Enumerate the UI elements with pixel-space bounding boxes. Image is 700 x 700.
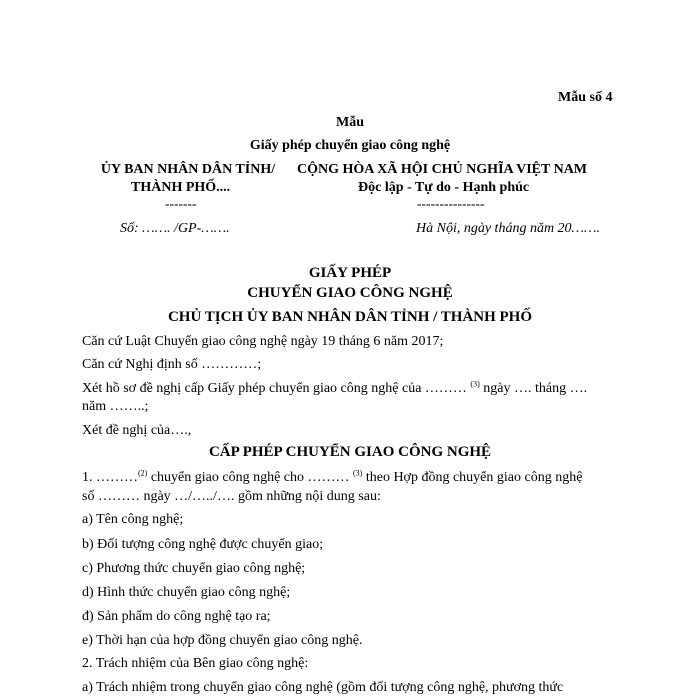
agency-line2: THÀNH PHỐ.... xyxy=(131,180,231,195)
footnote-3b: (3) xyxy=(353,468,363,478)
document-number: Số: ……. /GP-……. xyxy=(120,221,230,236)
doc-title-line3: CHỦ TỊCH ỦY BAN NHÂN DÂN TỈNH / THÀNH PHỐ xyxy=(167,309,533,325)
item-e: e) Thời hạn của hợp đồng chuyển giao công nghệ. xyxy=(82,633,363,648)
preamble-dossier xyxy=(82,381,587,397)
article-1 xyxy=(82,470,582,486)
national-motto: Độc lập - Tự do - Hạnh phúc xyxy=(358,180,530,195)
footnote-3: (3) xyxy=(470,379,480,389)
form-number: Mẫu số 4 xyxy=(558,90,613,105)
preamble-dossier-line2: năm ……..; xyxy=(82,399,149,414)
national-title: CỘNG HÒA XÃ HỘI CHỦ NGHĨA VIỆT NAM xyxy=(297,162,588,177)
doc-title-line2: CHUYỂN GIAO CÔNG NGHỆ xyxy=(247,285,453,301)
preamble-dossier-text-a: Xét hồ sơ đề nghị cấp Giấy phép chuyển giao công nghệ của ……… xyxy=(82,381,471,396)
item-dd: đ) Sản phẩm do công nghệ tạo ra; xyxy=(82,609,271,624)
item-c: c) Phương thức chuyển giao công nghệ; xyxy=(82,561,306,576)
national-dash: --------------- xyxy=(417,196,485,211)
preamble-dossier-text-b: ngày …. tháng …. xyxy=(479,381,588,396)
item-d: d) Hình thức chuyển giao công nghệ; xyxy=(82,585,291,600)
article-1-text-a: 1. ……… xyxy=(82,470,138,485)
article-2-item-a: a) Trách nhiệm trong chuyển giao công nghệ (gồm đối tượng công nghệ, phương thức xyxy=(82,680,564,695)
item-a: a) Tên công nghệ; xyxy=(82,512,184,527)
agency-line1: ỦY BAN NHÂN DÂN TỈNH/ xyxy=(100,162,276,177)
item-b: b) Đối tượng công nghệ được chuyển giao; xyxy=(82,537,324,552)
doc-title-line1: GIẤY PHÉP xyxy=(308,265,392,281)
preamble-law: Căn cứ Luật Chuyển giao công nghệ ngày 19 tháng 6 năm 2017; xyxy=(82,334,444,349)
article-1-line2: số ……… ngày …/…../…. gồm những nội dung sau: xyxy=(82,489,381,504)
decision-heading: CẤP PHÉP CHUYỂN GIAO CÔNG NGHỆ xyxy=(208,444,492,460)
article-2: 2. Trách nhiệm của Bên giao công nghệ: xyxy=(82,656,309,671)
form-label: Mẫu xyxy=(336,115,364,130)
form-subtitle: Giấy phép chuyển giao công nghệ xyxy=(249,138,451,153)
preamble-proposal: Xét đề nghị của…., xyxy=(82,423,192,438)
agency-dash: ------- xyxy=(165,196,197,211)
article-1-text-b: chuyển giao công nghệ cho ……… xyxy=(147,470,354,485)
footnote-2: (2) xyxy=(138,468,148,478)
document-date: Hà Nội, ngày tháng năm 20……. xyxy=(416,221,600,236)
article-1-text-c: theo Hợp đồng chuyển giao công nghệ xyxy=(362,470,583,485)
preamble-decree: Căn cứ Nghị định số …………; xyxy=(82,357,262,372)
